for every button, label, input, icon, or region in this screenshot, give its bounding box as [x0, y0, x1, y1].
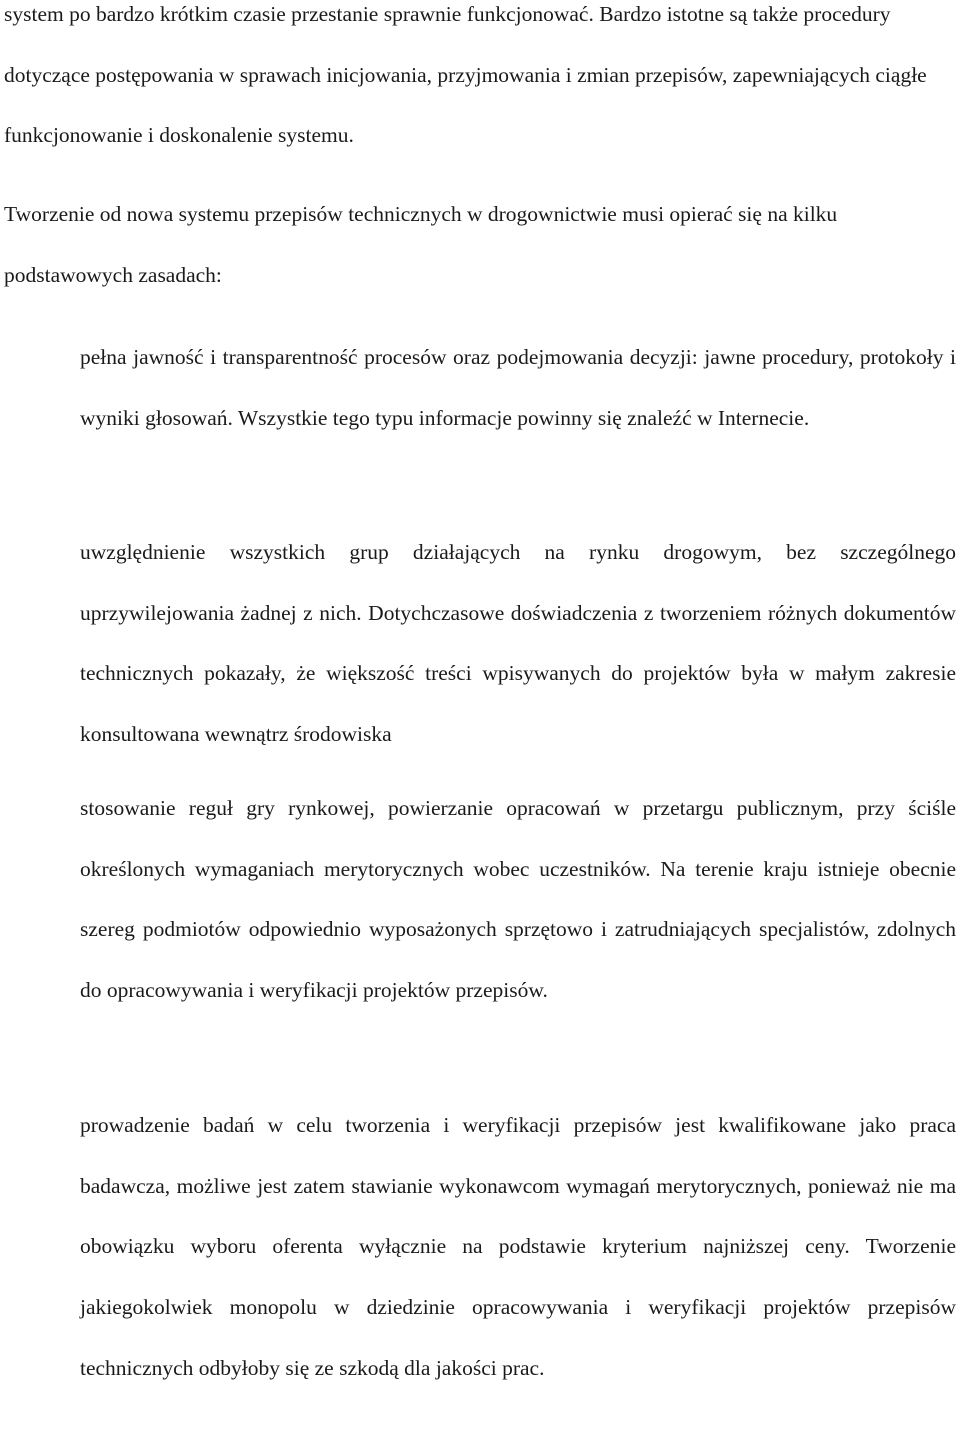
- intro-paragraph: system po bardzo krótkim czasie przestanie sprawnie funkcjonować. Bardzo istotne są także procedury dotyczące postępowania w sprawach inicjowania, przyjmowania i zmian przepisów, zapewniających ciągłe funkcjonowanie i doskonalenie systemu.: [4, 2, 927, 148]
- principle-item-inclusion: uwzględnienie wszystkich grup działających na rynku drogowym, bez szczególnego uprzywilejowania żadnej z nich. Dotychczasowe doświadczenia z tworzeniem różnych dokumentów technicznych pokazały, że większość treści wpisywanych do projektów była w małym zakresie konsultowana wewnątrz środowiska: [80, 540, 956, 747]
- principle-item-research: prowadzenie badań w celu tworzenia i weryfikacji przepisów jest kwalifikowane jako praca badawcza, możliwe jest zatem stawianie wykonawcom wymagań merytorycznych, ponieważ nie ma obowiązku wyboru oferenta wyłącznie na podstawie kryterium najniższej ceny. Tworzenie jakiegokolwiek monopolu w dziedzinie opracowywania i weryfikacji projektów przepisów technicznych odbyłoby się ze szkodą dla jakości prac.: [80, 1113, 956, 1380]
- principle-item-transparency: pełna jawność i transparentność procesów oraz podejmowania decyzji: jawne procedury, protokoły i wyniki głosowań. Wszystkie tego typu informacje powinny się znaleźć w Internecie.: [80, 345, 956, 430]
- principle-item-market-rules: stosowanie reguł gry rynkowej, powierzanie opracowań w przetargu publicznym, przy ściśle określonych wymaganiach merytorycznych wobec uczestników. Na terenie kraju istnieje obecnie szereg podmiotów odpowiednio wyposażonych sprzętowo i zatrudniających specjalistów, zdolnych do opracowywania i weryfikacji projektów przepisów.: [80, 796, 956, 1003]
- lead-paragraph: Tworzenie od nowa systemu przepisów technicznych w drogownictwie musi opierać się na kilku podstawowych zasadach:: [4, 202, 838, 287]
